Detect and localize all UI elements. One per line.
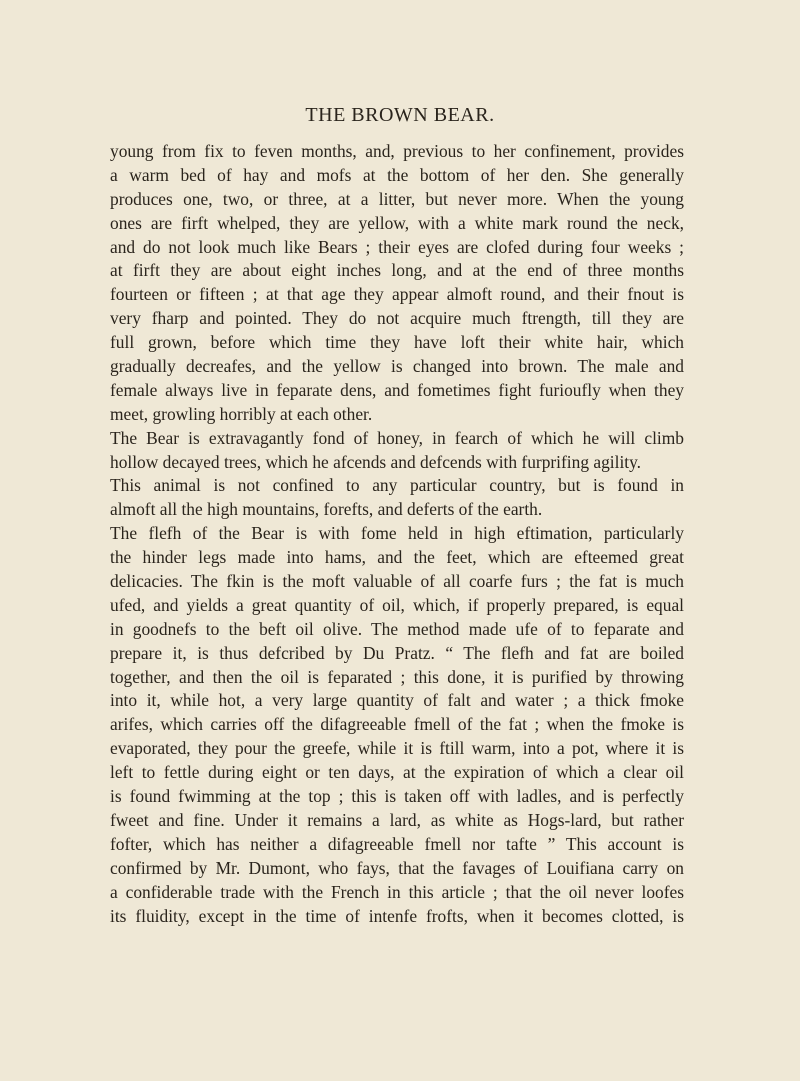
text-line: full grown, before which time they have loft their white hair, which bbox=[110, 332, 684, 353]
text-line: This animal is not confined to any particular country, but is found in bbox=[110, 475, 684, 496]
text-line: produces one, two, or three, at a litter, but never more. When the young bbox=[110, 188, 684, 209]
text-line: the hinder legs made into hams, and the feet, which are efteemed great bbox=[110, 547, 684, 568]
text-line: at firft they are about eight inches long, and at the end of three months bbox=[110, 260, 684, 281]
text-line: young from fix to feven months, and, previous to her confinement, provides bbox=[110, 141, 684, 161]
text-line: delicacies. The fkin is the moft valuable of all coarfe furs ; the fat is much bbox=[110, 571, 684, 592]
text-line: very fharp and pointed. They do not acquire much ftrength, till they are bbox=[110, 308, 684, 329]
text-line: meet, growling horribly at each other. bbox=[110, 403, 373, 424]
text-line: a confiderable trade with the French in this article ; that the oil never loofes bbox=[110, 881, 684, 902]
text-line: fourteen or fifteen ; at that age they appear almoft round, and their fnout is bbox=[110, 284, 684, 305]
text-line: almoft all the high mountains, forefts, and deferts of the earth. bbox=[110, 499, 543, 520]
text-line: together, and then the oil is feparated ; this done, it is purified by throwing bbox=[110, 666, 684, 687]
text-line: a warm bed of hay and mofs at the bottom of her den. She generally bbox=[110, 164, 684, 185]
text-line: left to fettle during eight or ten days, at the expiration of which a clear oil bbox=[110, 762, 684, 783]
text-line: gradually decreafes, and the yellow is changed into brown. The male and bbox=[110, 356, 684, 377]
text-line: The flefh of the Bear is with fome held in high eftimation, particularly bbox=[110, 523, 684, 544]
text-line: The Bear is extravagantly fond of honey, in fearch of which he will climb bbox=[110, 427, 684, 448]
text-line: fofter, which has neither a difagreeable fmell nor tafte ” This account is bbox=[110, 833, 684, 854]
text-line: prepare it, is thus defcribed by Du Pratz. “ The flefh and fat are boiled bbox=[110, 642, 684, 663]
text-line: into it, while hot, a very large quantity of falt and water ; a thick fmoke bbox=[110, 690, 684, 711]
text-line: evaporated, they pour the greefe, while it is ftill warm, into a pot, where it is bbox=[110, 738, 684, 759]
text-line: in goodnefs to the beft oil olive. The method made ufe of to feparate and bbox=[110, 618, 684, 639]
running-head: THE BROWN BEAR. bbox=[305, 104, 495, 126]
text-line: its fluidity, except in the time of intenfe frofts, when it becomes clotted, is bbox=[110, 905, 684, 926]
body-text bbox=[110, 140, 684, 928]
text-line: ufed, and yields a great quantity of oil, which, if properly prepared, is equal bbox=[110, 594, 684, 615]
text-line: hollow decayed trees, which he afcends and defcends with furprifing agility. bbox=[110, 451, 642, 472]
text-line: arifes, which carries off the difagreeable fmell of the fat ; when the fmoke is bbox=[110, 714, 684, 735]
text-line: and do not look much like Bears ; their eyes are clofed during four weeks ; bbox=[110, 236, 684, 257]
text-line: confirmed by Mr. Dumont, who fays, that the favages of Louifiana carry on bbox=[110, 857, 684, 878]
text-line: is found fwimming at the top ; this is taken off with ladles, and is perfectly bbox=[110, 786, 684, 807]
text-line: female always live in feparate dens, and fometimes fight furioufly when they bbox=[110, 379, 684, 400]
text-line: fweet and fine. Under it remains a lard, as white as Hogs-lard, but rather bbox=[110, 809, 684, 830]
text-line: ones are firft whelped, they are yellow, with a white mark round the neck, bbox=[110, 212, 684, 233]
